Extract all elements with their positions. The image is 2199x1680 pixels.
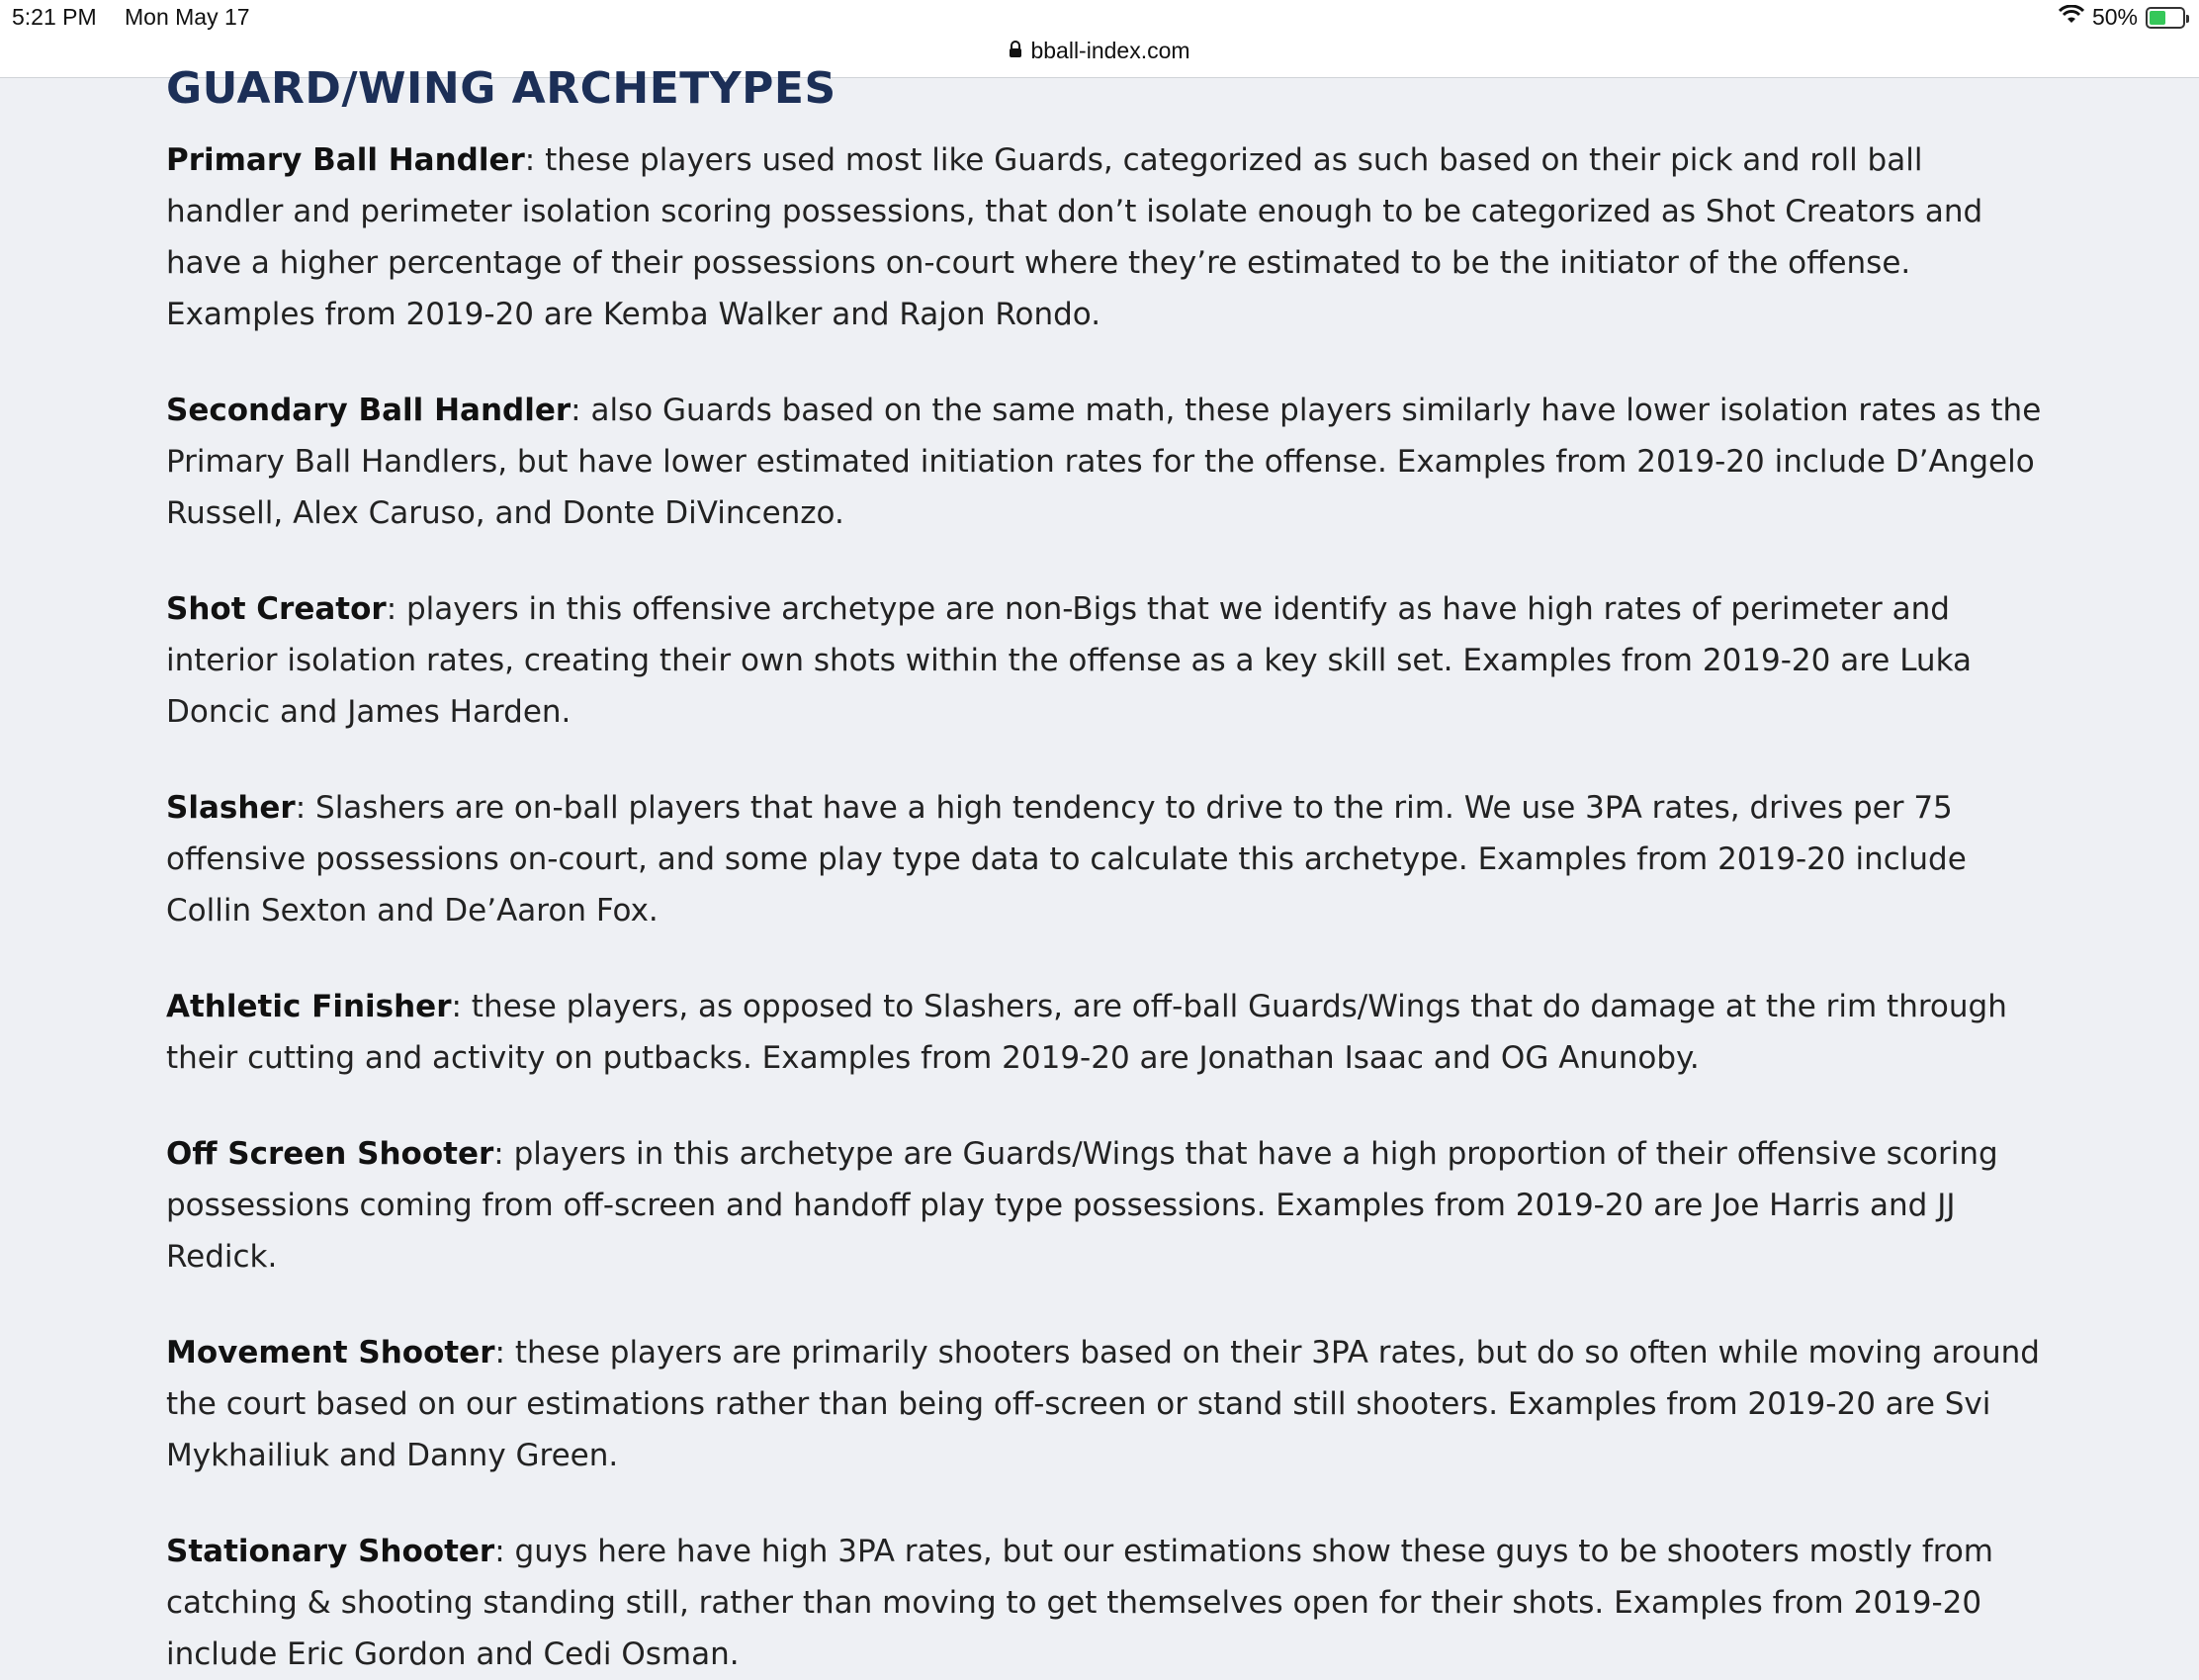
archetype-paragraph xyxy=(166,981,2045,1084)
status-time: 5:21 PM xyxy=(12,4,97,30)
archetype-paragraph xyxy=(166,1327,2045,1481)
archetype-name: Movement Shooter xyxy=(166,1335,495,1371)
archetype-paragraph xyxy=(166,1128,2045,1282)
archetype-name: Athletic Finisher xyxy=(166,989,452,1024)
wifi-icon xyxy=(2059,4,2084,31)
archetype-name: Shot Creator xyxy=(166,591,387,627)
archetype-description: : guys here have high 3PA rates, but our estimations show these guys to be shooters mostly from catching & shooting standing still, rather than moving to get themselves open for their shots. Examples from 2019-20 include Eric Gordon and Cedi Osman. xyxy=(166,1534,1994,1672)
archetype-description: : also Guards based on the same math, these players similarly have lower isolation rates as the Primary Ball Handlers, but have lower estimated initiation rates for the offense. Examples from 2019-20 include D’Angelo Russell, Alex Caruso, and Donte DiVincenzo. xyxy=(166,393,2042,531)
battery-icon xyxy=(2146,7,2185,29)
archetype-description: : players in this offensive archetype are non-Bigs that we identify as have high rates of perimeter and interior isolation rates, creating their own shots within the offense as a key skill set. Examples from 2019-20 are Luka Doncic and James Harden. xyxy=(166,591,1972,730)
archetype-paragraph xyxy=(166,583,2045,738)
article-content xyxy=(166,59,2045,1680)
archetype-name: Stationary Shooter xyxy=(166,1534,495,1569)
archetype-description: : these players used most like Guards, categorized as such based on their pick and roll ball handler and perimeter isolation scoring possessions, that don’t isolate enough to be categorized as Shot Creators and have a higher percentage of their possessions on-court where they’re estimated to be the initiator of the offense. Examples from 2019-20 are Kemba Walker and Rajon Rondo. xyxy=(166,142,1983,332)
archetype-name: Off Screen Shooter xyxy=(166,1136,494,1172)
archetype-paragraph xyxy=(166,1526,2045,1680)
status-indicators xyxy=(2059,4,2185,31)
url-text[interactable]: bball-index.com xyxy=(1030,38,1190,63)
battery-percent: 50% xyxy=(2091,4,2138,30)
battery-level-fill xyxy=(2150,11,2165,25)
archetype-paragraph xyxy=(166,385,2045,539)
archetype-paragraph xyxy=(166,782,2045,936)
archetype-description: : Slashers are on-ball players that have a high tendency to drive to the rim. We use 3PA rates, drives per 75 offensive possessions on-court, and some play type data to calculate this archetype. Examples from 2019-20 include Collin Sexton and De’Aaron Fox. xyxy=(166,790,1967,928)
archetype-name: Secondary Ball Handler xyxy=(166,393,572,428)
section-heading: GUARD/WING ARCHETYPES xyxy=(166,63,836,114)
archetype-name: Primary Ball Handler xyxy=(166,142,525,178)
archetype-name: Slasher xyxy=(166,790,296,826)
status-date: Mon May 17 xyxy=(125,4,250,30)
archetype-description: : these players, as opposed to Slashers, are off-ball Guards/Wings that do damage at the rim through their cutting and activity on putbacks. Examples from 2019-20 are Jonathan Isaac and OG Anunoby. xyxy=(166,989,2007,1076)
archetype-description: : these players are primarily shooters based on their 3PA rates, but do so often while moving around the court based on our estimations rather than being off-screen or stand still shooters. Examples from 2019-20 are Svi Mykhailiuk and Danny Green. xyxy=(166,1335,2040,1473)
archetype-description: : players in this archetype are Guards/Wings that have a high proportion of their offensive scoring possessions coming from off-screen and handoff play type possessions. Examples from 2019-20 are Joe Harris and JJ Redick. xyxy=(166,1136,1998,1275)
archetype-paragraph xyxy=(166,134,2045,340)
